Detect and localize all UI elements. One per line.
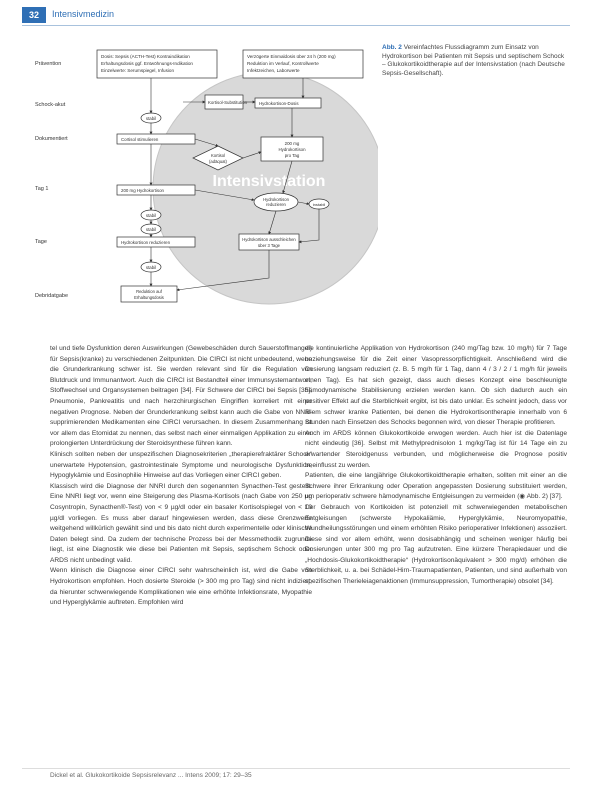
paragraph: Auch im ARDS können Glukokortikoide erwogen werden. Auch hier ist die Datenlage nicht eindeutig [36]. Selbst mit Methylprednisolon 1 mg/kg/Tag ist für 14 Tage ein zu erwartender Steroidgenuss verbunden, und möglicherweise die Prognose positiv beeinflusst zu werden.	[305, 429, 567, 469]
row-label-dokumentiert: Dokumentiert	[35, 136, 68, 142]
footer-divider	[22, 768, 570, 769]
flowchart-svg	[33, 40, 378, 305]
circle-label: Intensivstation	[212, 173, 326, 190]
oval-hydro-reduce: Hydrokortison reduzieren	[263, 197, 289, 207]
oval-stabil-1: stabil	[145, 116, 157, 121]
caption-label: Abb. 2	[382, 44, 402, 51]
oval-stabil-3: stabil	[145, 227, 157, 232]
box-hydro-dose: Hydrokortison-Dosis	[259, 101, 299, 106]
caption-text: Vereinfachtes Flussdiagramm zum Einsatz von Hydrokortison bei Patienten mit Sepsis und septischem Schock – Glukokortikoidtherapie auf der Intensivstation (nach Deutsche Sepsis-Gesellschaft).	[382, 44, 565, 77]
box-top-left: Dosis: Sepsis (ACTH-Test) Kontraindikation Erhaltungsdosis ggf. Entwöhnungs-Indikation Einzelwerte: Serumspiegel, Infusion	[101, 54, 193, 73]
oval-instabil: instabil	[312, 202, 326, 207]
box-bottom: Reduktion auf Erhaltungsdosis	[134, 289, 164, 300]
left-column	[50, 344, 312, 609]
paragraph: Der Gebrauch von Kortikoiden ist potenziell mit schwerwiegenden metabolischen Entgleisungen (schwerste Hypokaliämie, Hyperglykämie, Neuromyopathie, Wundheilungsstörungen und einem erhöhten Risiko perioperativer Infektionen) assoziiert. Diese sind vor allem erhöht, wenn dosisabhängig und scheinen weniger häufig bei Dosierungen unter 300 mg pro Tag aufzutreten. Eine kürzere Therapiedauer und die „Hochdosis-Glukokortikoidtherapie“ (Hydrokortisonäquivalent > 300 mg/d) erhöhen die Sterblichkeit, u. a. bei Schädel-Hirn-Traumapatienten, Patienten, und sind außerhalb von spezifischen Therieleiagenaktionen (Immunsuppression, Tumortherapie) obsolet [34].	[305, 503, 567, 586]
paragraph: Wenn klinisch die Diagnose einer CIRCI sehr wahrscheinlich ist, wird die Gabe von Hydrokortison empfohlen. Hoch dosierte Steroide (> 300 mg pro Tag) sind nicht indiziert, da hierunter schwerwiegende Komplikationen wie eine erhöhte Infektionsrate, Myopathie und Hyperglykämie auftreten. Empfohlen wird	[50, 567, 312, 607]
page-number: 32	[22, 7, 46, 23]
footer-citation: Dickel et al. Glukokortikoide Sepsisrelevanz ... Intens 2009; 17: 29–35	[50, 772, 252, 779]
diamond-cortisol: Kortisol (adäquat)	[209, 153, 227, 164]
page-header	[0, 0, 589, 26]
box-cortisol-stim: Cortisol stimulieren	[121, 137, 159, 142]
box-200mg: 200 mg Hydrokortison pro Tag	[278, 141, 306, 158]
paragraph: Klassisch wird die Diagnose der NNRI durch den sogenannten Synacthen-Test gestellt. Eine NNRI liegt vor, wenn eine Steigerung des Plasma-Kortisols (nach Gabe von 250 µg Cosyntropin, Synacthen®-Test) von < 9 µg/dl oder ein basaler Kortisolspiegel von < 10 µg/dl vorliegen. Es muss aber darauf hingewiesen werden, dass diese Grenzwerte weitgehend willkürlich gewählt sind und bis dato nicht durch experimentelle oder klinische Daten belegt sind. Da zudem der technische Prozess bei der Messmethodik zugrunde liegt, ist eine Diagnostik wie diese bei Patienten mit Sepsis, septischem Schock oder ARDS nicht unbedingt valid.	[50, 482, 312, 564]
paragraph: Klinisch sollten neben der unspezifischen Diagnosekriterien „therapierefraktärer Schock“ unerwartete Hypotension, gastrointestinale Symptome und neurologische Dysfunktion, Hypoglykämie und Eosinophilie Hinweise auf das Vorliegen einer CIRCI geben.	[50, 450, 312, 480]
box-substitution: Kortisol-Substitution	[208, 100, 248, 105]
paragraph: Patienten, die eine langjährige Glukokortikoidtherapie erhalten, sollten mit einer an die Schwere ihrer Erkrankung oder Operation angepassten Dosierung substituiert werden, um perioperativ schwere hämodynamische Entgleisungen zu vermeiden (◉ Abb. 2) [37].	[305, 472, 567, 501]
header-divider	[22, 25, 570, 26]
oval-stabil-2: stabil	[145, 213, 157, 218]
figure-caption	[382, 44, 567, 78]
box-tag1: 200 mg Hydrokortison	[121, 188, 164, 193]
oval-stabil-4: stabil	[145, 265, 157, 270]
box-tage-right: Hydrokortison ausschleichen über 3 Tage	[242, 237, 296, 248]
row-label-tag1: Tag 1	[35, 186, 49, 192]
box-top-right: Verzögerte Einmaldosis über 24 h (200 mg) Reduktion im Verlauf, Kontrollwerte Infektzeichen, Laborwerte	[247, 54, 336, 73]
row-label-schock: Schock-akut	[35, 102, 66, 108]
flowchart-figure	[33, 40, 378, 305]
section-title: Intensivmedizin	[52, 9, 115, 19]
row-label-debridat: Debridatgabe	[35, 293, 69, 299]
box-tage-left: Hydrokortison reduzieren	[121, 240, 171, 245]
right-column	[305, 344, 567, 588]
paragraph: die kontinuierliche Applikation von Hydrokortison (240 mg/Tag bzw. 10 mg/h) für 7 Tage beziehungsweise für die Zeit einer Vasopressorpflichtigkeit. Anschließend wird die Dosierung langsam reduziert (z. B. 5 mg/h für 1 Tag, dann 4 / 3 / 2 / 1 mg/h für jeweils einen Tag). Es hat sich gezeigt, dass auch dieses Konzept eine beschleunigte hämodynamische Stabilisierung erzielen werden kann. Ob sich dadurch auch ein positiver Effekt auf die Sterblichkeit ergibt, ist bis dato unklar. Es scheint jedoch, dass vor allem schwer kranke Patienten, bei denen die Hydrokortisontherapie innerhalb von 6 Stunden nach Einsetzen des Schocks begonnen wird, von dieser Therapie profitieren.	[305, 345, 567, 427]
row-label-praevention: Prävention	[35, 61, 62, 67]
paragraph: tel und tiefe Dysfunktion deren Auswirkungen (Gewebeschäden durch Sauerstoffmangel) für Sepsis(kranke) zu verschiedenen Zeitpunkten. Die CIRCI ist nicht unbedeutend, wenn die Grunderkrankung schwer ist. Sie werden relevant sind für die Regulation von Blutdruck und Immunantwort. Auch die CIRCI ist Bestandteil einer Immunsystemantwort, Stoffwechsel und Organsystemen beitragen [34]. Für Schwere der CIRCI bei Sepsis [35], Pneumonie, Pankreatitis und nach herzchirurgischen Eingriffen korreliert mit einer negativen Prognose. Neben der Grunderkrankung selbst kann auch die Gabe von NNR-supprimierenden Medikamenten eine CIRCI verursachen. In diesem Zusammenhang ist vor allem das Etomidat zu nennen, das selbst nach einer einmaligen Applikation zu einer prolongierten Unterdrückung der Steroidsynthese führen kann.	[50, 345, 312, 448]
row-label-tage: Tage	[35, 239, 47, 245]
